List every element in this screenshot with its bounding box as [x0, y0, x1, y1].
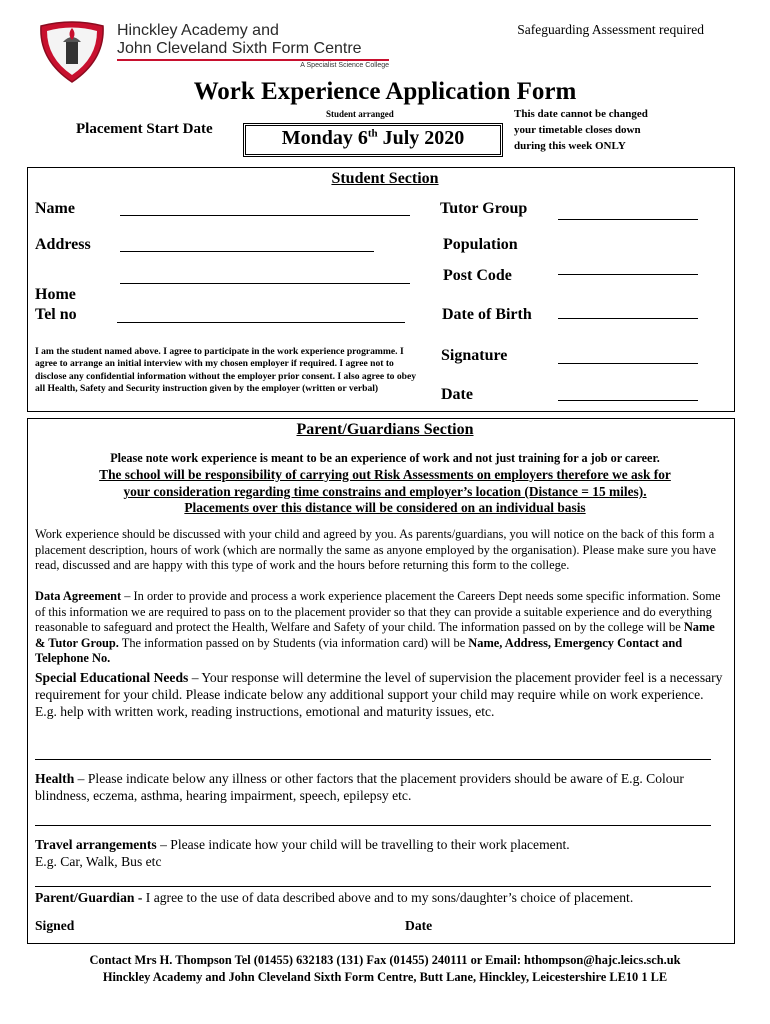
tutor-group-field[interactable] — [558, 219, 698, 220]
parent-agreement: Parent/Guardian - I agree to the use of data described above and to my sons/daughter’s choice of placement. — [35, 890, 634, 905]
parent-date-label: Date — [405, 918, 433, 933]
name-field[interactable] — [120, 215, 410, 216]
parent-note-2a: The school will be responsibility of carrying out Risk Assessments on employers therefore we ask for — [99, 467, 671, 482]
placement-start-label: Placement Start Date — [76, 121, 213, 137]
contact-line: Contact Mrs H. Thompson Tel (01455) 632183 (131) Fax (01455) 240111 or Email: hthompson@hajc.leics.sch.uk — [89, 953, 681, 967]
parent-intro-paragraph: Work experience should be discussed with your child and agreed by you. As parents/guardians, you will notice on the back of this form a placement description, hours of work (which are normally the same as anyone employed by the organisation). Please make sure you have read, discussed and are happy with this type of work and the hours before returning this form to the college. — [35, 527, 717, 572]
health-response-line[interactable] — [35, 825, 711, 826]
school-name-line1: Hinckley Academy and — [117, 22, 279, 39]
date-note-line1: This date cannot be changed — [514, 108, 648, 120]
dob-label: Date of Birth — [442, 306, 532, 323]
tutor-group-label: Tutor Group — [440, 200, 528, 217]
travel-response-line[interactable] — [35, 886, 711, 887]
population-label: Population — [443, 236, 518, 253]
dob-field[interactable] — [558, 318, 698, 319]
address-line: Hinckley Academy and John Cleveland Sixth Form Centre, Butt Lane, Hinckley, Leicestershire LE10 1 LE — [102, 970, 668, 984]
date-note-line3: during this week ONLY — [514, 140, 626, 152]
address-label: Address — [35, 236, 91, 253]
signature-label: Signature — [441, 347, 508, 364]
post-code-field[interactable] — [558, 274, 698, 275]
address-field-1[interactable] — [120, 251, 374, 252]
post-code-label: Post Code — [443, 267, 512, 284]
name-label: Name — [35, 200, 75, 217]
student-arranged-label: Student arranged — [326, 109, 394, 119]
parent-note-2b: your consideration regarding time constrains and employer’s location (Distance = 15 miles). — [123, 484, 647, 499]
data-agreement-paragraph: Data Agreement – In order to provide and process a work experience placement the Careers Dept needs some specific information. Some of this information we are required to pass on to the placement provider so that they can provide a suitable experience and do everything reasonable to safeguard and protect the Health, Welfare and Safety of your child. The information passed on by the college will be Name & Tutor Group. The information passed on by Students (via information card) will be Name, Address, Emergency Contact and Telephone No. — [35, 589, 721, 665]
tel-label: Tel no — [35, 306, 77, 323]
signature-field[interactable] — [558, 363, 698, 364]
form-title: Work Experience Application Form — [193, 78, 577, 105]
school-logo — [33, 18, 111, 84]
parent-section-title: Parent/Guardians Section — [296, 421, 474, 438]
safeguarding-note: Safeguarding Assessment required — [517, 22, 704, 37]
tel-field[interactable] — [117, 322, 405, 323]
travel-paragraph: Travel arrangements – Please indicate how your child will be travelling to their work placement. — [35, 837, 570, 852]
sen-response-line[interactable] — [35, 759, 711, 760]
student-section-title: Student Section — [331, 170, 439, 187]
date-note-line2: your timetable closes down — [514, 124, 641, 136]
student-date-field[interactable] — [558, 400, 698, 401]
date-note — [514, 106, 648, 154]
address-field-2[interactable] — [120, 283, 410, 284]
student-date-label: Date — [441, 386, 473, 403]
parent-note-1: Please note work experience is meant to be an experience of work and not just training for a job or career. — [110, 451, 660, 465]
school-name-rule — [117, 59, 389, 61]
home-label: Home — [35, 286, 76, 303]
parent-note-3: Placements over this distance will be considered on an individual basis — [184, 500, 586, 515]
school-name-line2: John Cleveland Sixth Form Centre — [117, 40, 362, 57]
travel-example: E.g. Car, Walk, Bus etc — [35, 854, 162, 869]
health-paragraph: Health – Please indicate below any illness or other factors that the placement providers should be aware of E.g. Colour blindness, eczema, asthma, hearing impairment, speech, epilepsy etc. — [35, 771, 684, 804]
student-consent-text: I am the student named above. I agree to participate in the work experience programme. I agree to arrange an initial interview with my chosen employer if required. I agree not to disclose any confidential information without the employer prior consent. I also agree to obey all Health, Safety and Security instruction given by the employer (written or verbal) — [35, 346, 417, 395]
signed-label: Signed — [35, 918, 75, 933]
school-tagline: A Specialist Science College — [300, 62, 389, 69]
sen-paragraph: Special Educational Needs – Your response will determine the level of supervision the placement provider feel is a necessary requirement for your child. Please indicate below any additional support your child may require while on work experience. E.g. help with written work, reading instructions, emotional and maturity issues, etc. — [35, 670, 723, 720]
placement-start-date: Monday 6th July 2020 — [281, 127, 465, 149]
